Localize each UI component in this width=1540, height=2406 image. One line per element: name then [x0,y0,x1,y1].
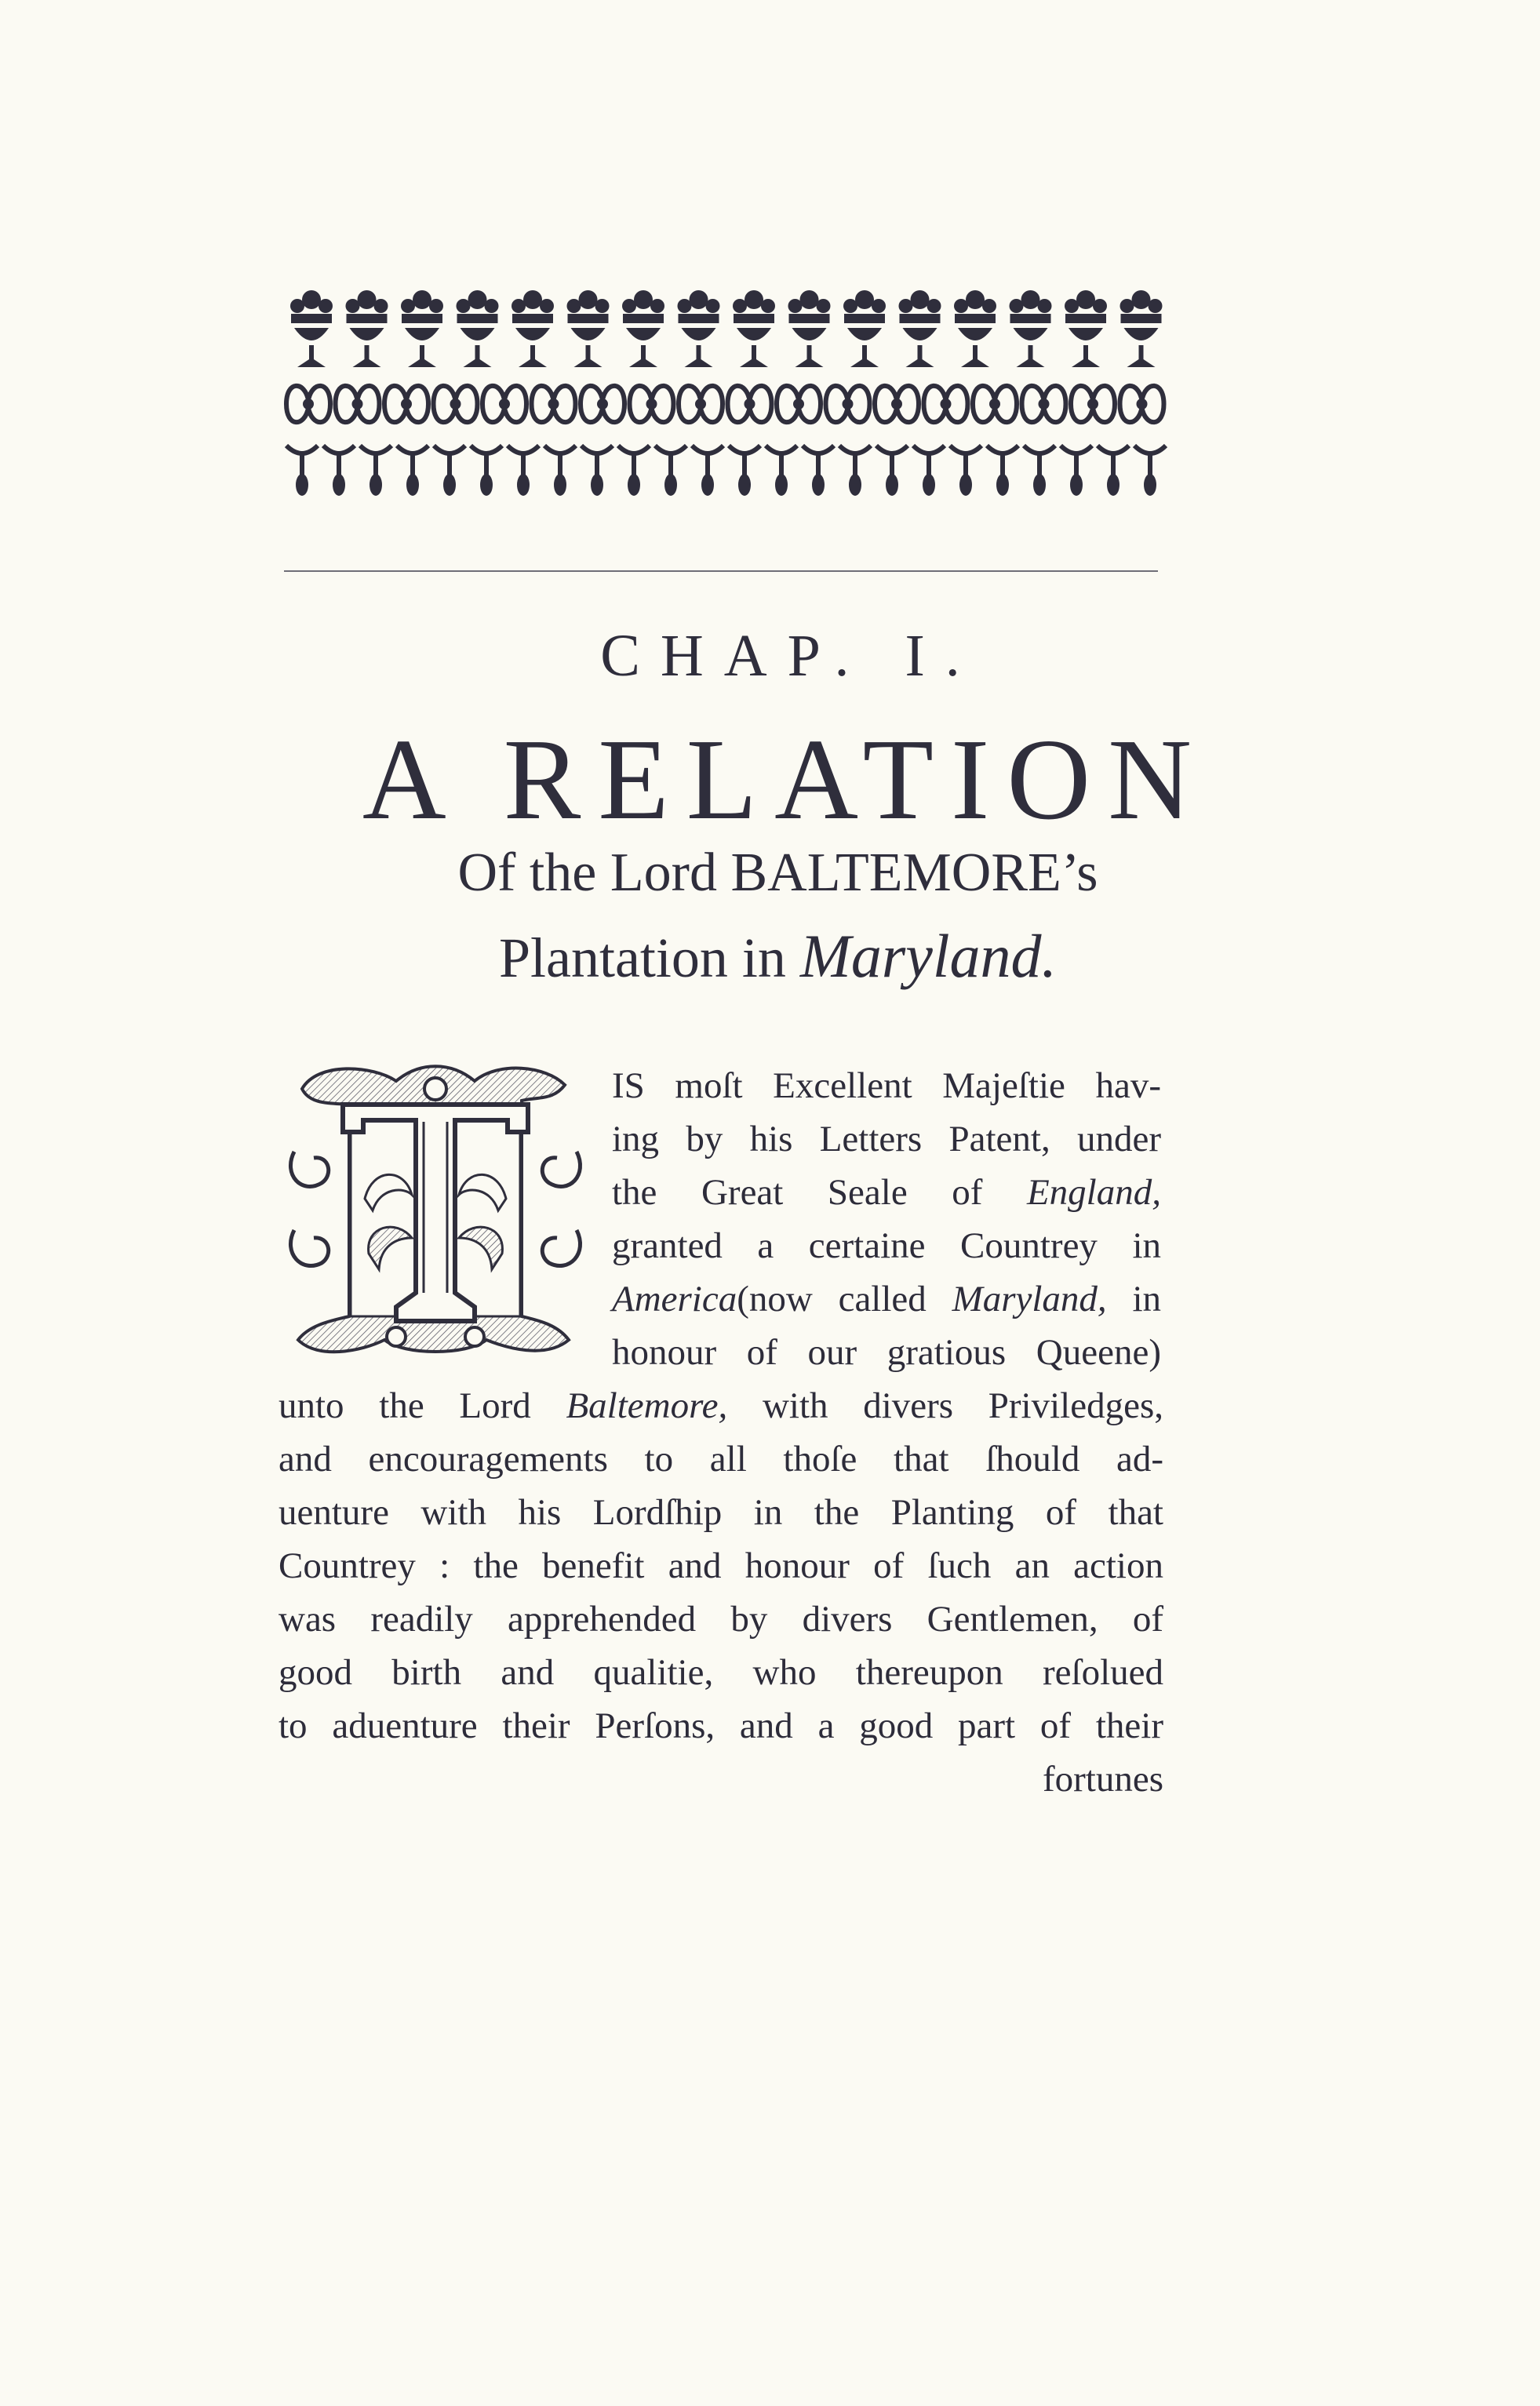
page-title: A RELATION [362,715,1210,844]
chapter-heading: CHAP. I. [600,623,981,689]
fleuron-ornament [679,386,723,422]
pendant-ornament [581,446,613,496]
fleuron-ornament [1071,386,1115,422]
pendant-ornament [618,446,650,496]
pendant-ornament [987,446,1018,496]
pendant-ornament [1098,446,1129,496]
fleuron-ornament [1022,386,1066,422]
pendant-ornament [729,446,760,496]
fleuron-ornament [532,386,576,422]
ornament-row-top [284,282,1167,377]
fleuron-ornament [581,386,624,422]
pendant-ornament [766,446,797,496]
text-line: America(now called Maryland, in [612,1279,1162,1319]
fleuron-ornament [973,386,1017,422]
text-line: ing by his Letters Patent, under [612,1119,1161,1159]
pendant-ornament [803,446,834,496]
text-line: IS moſt Excellent Majeſtie hav- [612,1065,1161,1106]
flower-ornament [678,290,720,367]
fleuron-ornament [336,386,380,422]
pendant-ornament [434,446,465,496]
flower-ornament [843,290,886,367]
flower-ornament [1065,290,1107,367]
pendant-ornament [1024,446,1055,496]
pendant-ornament [655,446,686,496]
fleuron-ornament [728,386,772,422]
flower-ornament [1120,290,1163,367]
fleuron-ornament [630,386,674,422]
pendant-ornament [876,446,908,496]
pendant-ornament [323,446,355,496]
text-line: the Great Seale of England, [612,1172,1161,1213]
pendant-ornament [360,446,391,496]
fleuron-ornament [924,386,968,422]
pendant-ornament [397,446,428,496]
pendant-ornament [1134,446,1166,496]
pendant-ornament [950,446,981,496]
ornament-row-bottom [284,438,1167,502]
catchword: fortunes [1042,1759,1163,1800]
subtitle-line-1: Of the Lord BALTEMORE’s [457,843,1098,903]
pendant-ornament [544,446,576,496]
pendant-ornament [508,446,539,496]
text-line: good birth and qualitie, who thereupon reſolued [279,1652,1163,1693]
flower-ornament [733,290,775,367]
flower-ornament [954,290,996,367]
text-line: uenture with his Lordſhip in the Planting of that [279,1492,1163,1533]
fleuron-ornament [482,386,526,422]
text-line: to aduenture their Perſons, and a good part of their [279,1705,1163,1746]
subtitle-line-2 [0,922,1540,990]
fleuron-ornament [777,386,821,422]
fleuron-ornament [434,386,478,422]
flower-ornament [788,290,831,367]
flower-ornament [899,290,941,367]
text-line: unto the Lord Baltemore, with divers Priviledges, [279,1385,1163,1426]
flower-ornament [567,290,610,367]
subtitle-line-2-plain: Plantation in [498,926,786,989]
pendant-ornament [1061,446,1092,496]
fleuron-ornament [826,386,870,422]
text-line: was readily apprehended by divers Gentlemen, of [279,1599,1163,1640]
pendant-ornament [913,446,945,496]
pendant-ornament [839,446,871,496]
text-line: granted a certaine Countrey in [612,1225,1161,1266]
flower-ornament [622,290,664,367]
flower-ornament [1010,290,1052,367]
flower-ornament [457,290,499,367]
text-line: and encouragements to all thoſe that ſhould ad- [279,1439,1163,1480]
flower-ornament [290,290,333,367]
text-line: Countrey : the benefit and honour of ſuch an action [279,1545,1163,1586]
flower-ornament [401,290,443,367]
fleuron-ornament [384,386,428,422]
subtitle-line-2-italic: Maryland. [799,922,1058,990]
flower-ornament [512,290,554,367]
pendant-ornament [286,446,318,496]
fleuron-ornament [1120,386,1164,422]
pendant-ornament [471,446,502,496]
fleuron-ornament [286,386,330,422]
fleuron-ornament [875,386,919,422]
ornamental-drop-cap [286,1057,584,1360]
ornament-row-middle [284,377,1167,431]
flower-ornament [346,290,388,367]
pendant-ornament [692,446,723,496]
headpiece-rule [284,570,1158,572]
text-line: honour of our gratious Queene) [612,1332,1161,1373]
